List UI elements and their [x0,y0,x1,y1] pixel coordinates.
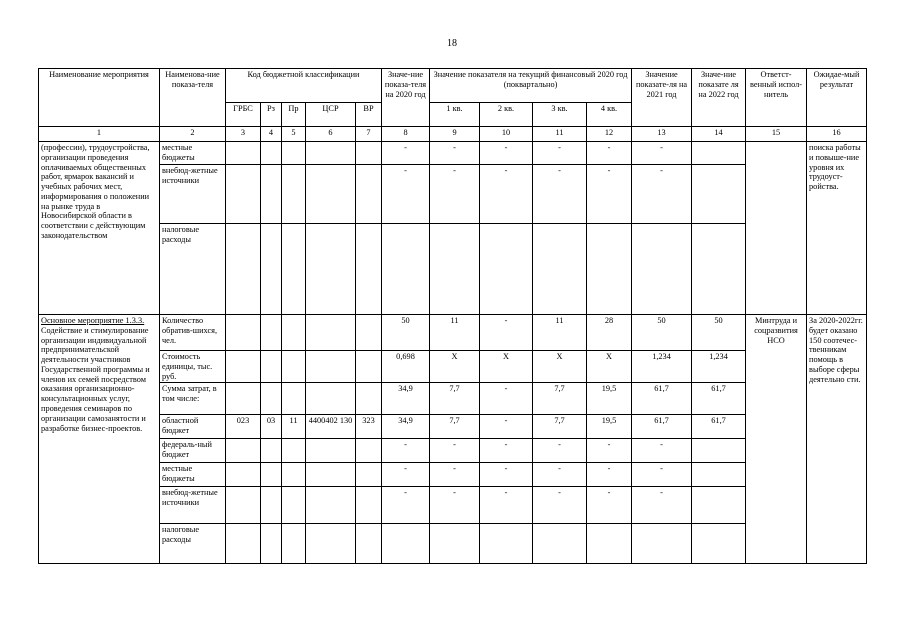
page-number: 18 [447,38,457,49]
cell-q2: - [480,463,533,487]
cell-vr [356,224,382,315]
cell-q3: 7,7 [533,415,587,439]
cell-q2 [480,524,533,564]
cell-q1: 7,7 [430,383,480,415]
cell-rz [261,351,282,383]
cell-grbs [226,439,261,463]
header-indicator: Наименова-ние показа-теля [160,69,226,127]
cell-vr [356,351,382,383]
cell-q4: 28 [587,315,632,351]
cell-v2020: 0,698 [382,351,430,383]
header-current-year: Значение показателя на текущий финансовый 2020 год (поквартально) [430,69,632,103]
cell-q2: - [480,165,533,224]
indicator-name: налоговые расходы [160,224,226,315]
cell-grbs: 023 [226,415,261,439]
cell-v2022: 1,234 [692,351,746,383]
activity-title: Основное мероприятие 1.3.3. [41,316,145,325]
header-value-2020: Значе-ние показа-теля на 2020 год [382,69,430,127]
cell-grbs [226,463,261,487]
table-row [39,315,867,351]
cell-csr [306,315,356,351]
column-number: 13 [632,127,692,142]
cell-v2020: - [382,142,430,165]
cell-v2020: - [382,463,430,487]
cell-rz [261,142,282,165]
header-vr: ВР [356,103,382,127]
cell-v2020: - [382,439,430,463]
cell-q2: X [480,351,533,383]
cell-q1: - [430,463,480,487]
cell-q1: 11 [430,315,480,351]
cell-q2: - [480,415,533,439]
header-csr: ЦСР [306,103,356,127]
cell-rz [261,487,282,524]
indicator-name: местные бюджеты [160,142,226,165]
cell-csr [306,487,356,524]
header-rz: Рз [261,103,282,127]
column-number: 12 [587,127,632,142]
table-row [39,351,867,383]
indicator-name: областной бюджет [160,415,226,439]
executor-cell [746,142,807,315]
cell-q1: - [430,142,480,165]
cell-v2020 [382,224,430,315]
cell-q4: - [587,165,632,224]
cell-q4: - [587,463,632,487]
column-number: 4 [261,127,282,142]
cell-v2022: 50 [692,315,746,351]
cell-v2021: - [632,463,692,487]
cell-q4: 19,5 [587,383,632,415]
cell-csr [306,224,356,315]
cell-csr [306,142,356,165]
column-number: 2 [160,127,226,142]
cell-q3: - [533,165,587,224]
cell-q2: - [480,315,533,351]
cell-vr [356,463,382,487]
cell-grbs [226,224,261,315]
header-expected-result: Ожидае-мый результат [807,69,867,127]
cell-rz: 03 [261,415,282,439]
cell-q2: - [480,439,533,463]
header-q1: 1 кв. [430,103,480,127]
column-number: 6 [306,127,356,142]
cell-pr [282,142,306,165]
table-row [39,463,867,487]
column-number: 14 [692,127,746,142]
activity-name: (профессии), трудоустройства, организации проведения оплачиваемых общественных работ, ярмарок вакансий и учебных рабочих мест, информирования о положении на рынке труда в Новосибирской области в соответствии с действующим законодательством [39,142,160,315]
header-q2: 2 кв. [480,103,533,127]
indicator-name: Сумма затрат, в том числе: [160,383,226,415]
cell-v2022 [692,439,746,463]
header-grbs: ГРБС [226,103,261,127]
cell-csr [306,351,356,383]
table-row [39,439,867,463]
table-row [39,415,867,439]
cell-vr [356,165,382,224]
cell-v2021 [632,524,692,564]
indicator-name: федераль-ный бюджет [160,439,226,463]
header-executor: Ответст-венный испол-нитель [746,69,807,127]
cell-v2020: 34,9 [382,415,430,439]
cell-q4: 19,5 [587,415,632,439]
cell-v2021: 61,7 [632,415,692,439]
cell-pr [282,524,306,564]
cell-v2020: 34,9 [382,383,430,415]
cell-pr [282,351,306,383]
cell-v2021: - [632,487,692,524]
cell-rz [261,315,282,351]
header-pr: Пр [282,103,306,127]
cell-q3: 7,7 [533,383,587,415]
cell-csr [306,439,356,463]
cell-q3 [533,524,587,564]
cell-q4: - [587,487,632,524]
cell-csr [306,165,356,224]
cell-v2020: - [382,165,430,224]
cell-q1: - [430,165,480,224]
cell-q3: - [533,487,587,524]
expected-result: За 2020-2022гг. будет оказано 150 соотечес-твенникам помощь в выборе сферы деятельно сти. [807,315,867,564]
cell-vr: 323 [356,415,382,439]
cell-q1: - [430,487,480,524]
header-q4: 4 кв. [587,103,632,127]
cell-grbs [226,165,261,224]
table-row [39,383,867,415]
column-number: 1 [39,127,160,142]
column-number: 10 [480,127,533,142]
cell-v2022 [692,165,746,224]
cell-rz [261,224,282,315]
cell-grbs [226,487,261,524]
cell-q3: - [533,142,587,165]
header-activity: Наименование мероприятия [39,69,160,127]
cell-vr [356,383,382,415]
cell-q3: X [533,351,587,383]
indicator-name: внебюд-жетные источники [160,165,226,224]
cell-v2022 [692,524,746,564]
column-number: 16 [807,127,867,142]
cell-vr [356,487,382,524]
cell-v2020: - [382,487,430,524]
cell-csr [306,524,356,564]
cell-vr [356,142,382,165]
cell-v2021: - [632,439,692,463]
activity-name [39,315,160,564]
indicator-name: Стоимость единицы, тыс. руб. [160,351,226,383]
column-number: 15 [746,127,807,142]
cell-pr [282,315,306,351]
cell-rz [261,165,282,224]
cell-pr [282,439,306,463]
cell-q1 [430,224,480,315]
cell-rz [261,463,282,487]
cell-pr [282,224,306,315]
table-row [39,142,867,165]
cell-vr [356,315,382,351]
cell-rz [261,439,282,463]
table-row [39,524,867,564]
cell-grbs [226,524,261,564]
cell-v2021 [632,224,692,315]
cell-q4 [587,224,632,315]
cell-pr: 11 [282,415,306,439]
column-number: 11 [533,127,587,142]
cell-pr [282,165,306,224]
program-table [38,68,867,564]
header-q3: 3 кв. [533,103,587,127]
cell-v2020 [382,524,430,564]
cell-q4: - [587,439,632,463]
cell-rz [261,383,282,415]
column-number: 3 [226,127,261,142]
header-value-2022: Значе-ние показате ля на 2022 год [692,69,746,127]
indicator-name: Количество обратив-шихся, чел. [160,315,226,351]
cell-grbs [226,383,261,415]
table-row [39,487,867,524]
cell-vr [356,439,382,463]
cell-v2021: 1,234 [632,351,692,383]
cell-rz [261,524,282,564]
cell-q3 [533,224,587,315]
executor-cell: Минтруда и соцразвития НСО [746,315,807,564]
cell-v2022: 61,7 [692,415,746,439]
cell-q1: X [430,351,480,383]
cell-v2020: 50 [382,315,430,351]
cell-q1: 7,7 [430,415,480,439]
cell-q4 [587,524,632,564]
cell-v2021: - [632,165,692,224]
cell-q2: - [480,487,533,524]
header-budget-code: Код бюджетной классификации [226,69,382,103]
cell-q3: 11 [533,315,587,351]
cell-pr [282,383,306,415]
table-row [39,165,867,224]
cell-grbs [226,315,261,351]
activity-description: Содействие и стимулирование организации индивидуальной предпринимательской деятельности участников Государственной программы и членов их семей посредством оказания организационно-консультационных услуг, проведения семинаров по организации самозанятости и разработке бизнес-проектов. [41,325,150,433]
cell-q4: - [587,142,632,165]
indicator-name: местные бюджеты [160,463,226,487]
cell-q1 [430,524,480,564]
column-number: 8 [382,127,430,142]
cell-v2022 [692,487,746,524]
cell-v2022 [692,463,746,487]
cell-q2 [480,224,533,315]
cell-q4: X [587,351,632,383]
cell-csr: 4400402 130 [306,415,356,439]
column-number-row [39,127,867,142]
cell-vr [356,524,382,564]
cell-v2022 [692,142,746,165]
cell-q2: - [480,142,533,165]
header-value-2021: Значение показате-ля на 2021 год [632,69,692,127]
cell-csr [306,463,356,487]
column-number: 7 [356,127,382,142]
column-number: 5 [282,127,306,142]
cell-grbs [226,351,261,383]
cell-v2022 [692,224,746,315]
column-number: 9 [430,127,480,142]
table-row [39,224,867,315]
cell-q3: - [533,439,587,463]
cell-csr [306,383,356,415]
cell-grbs [226,142,261,165]
cell-v2021: 50 [632,315,692,351]
cell-q3: - [533,463,587,487]
indicator-name: внебюд-жетные источники [160,487,226,524]
cell-pr [282,463,306,487]
cell-q1: - [430,439,480,463]
cell-v2021: 61,7 [632,383,692,415]
cell-pr [282,487,306,524]
expected-result: поиска работы и повыше-ние уровня их трудоуст-ройства. [807,142,867,315]
cell-v2022: 61,7 [692,383,746,415]
cell-v2021: - [632,142,692,165]
cell-q2: - [480,383,533,415]
indicator-name: налоговые расходы [160,524,226,564]
